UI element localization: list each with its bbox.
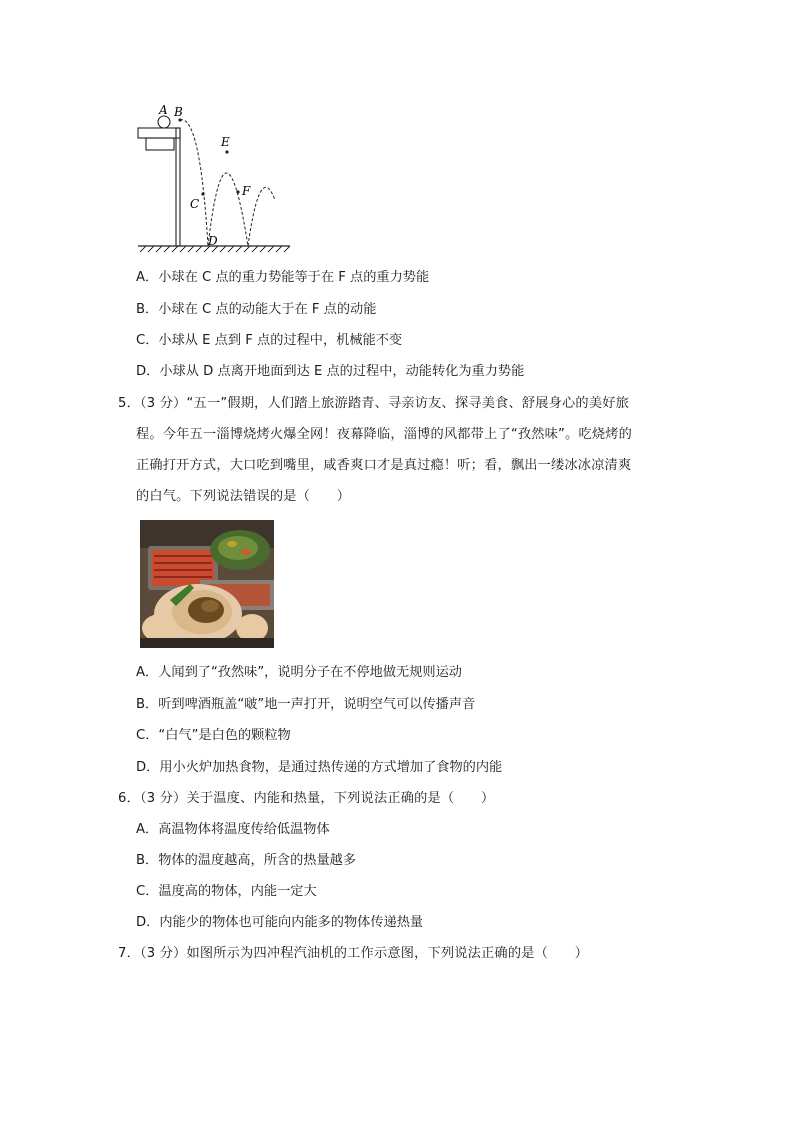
q4-option-c: C．小球从 E 点到 F 点的过程中，机械能不变 [136, 333, 403, 348]
ball [158, 116, 170, 128]
stand-bracket [146, 138, 174, 150]
point-e [225, 150, 228, 153]
q5-option-c: C．“白气”是白色的颗粒物 [136, 728, 291, 743]
barbecue-photo-graphic [140, 520, 274, 648]
q4-option-b: B．小球在 C 点的动能大于在 F 点的动能 [136, 302, 377, 317]
point-f [236, 190, 239, 193]
q5-stem-line-2: 程。今年五一淄博烧烤火爆全网！夜幕降临，淄博的风都带上了“孜然味”。吃烧烤的 [136, 427, 633, 442]
label-a: A [159, 103, 168, 117]
stand-pole [176, 128, 180, 246]
q4-option-a: A．小球在 C 点的重力势能等于在 F 点的重力势能 [136, 270, 430, 285]
ball-bounce-diagram [130, 100, 300, 258]
point-c [201, 192, 204, 195]
q6-option-b: B．物体的温度越高，所含的热量越多 [136, 853, 357, 868]
q6-option-c: C．温度高的物体，内能一定大 [136, 884, 317, 899]
barbecue-photo [140, 520, 274, 648]
trajectory-first-fall [180, 120, 208, 246]
q5-stem-line-1: 5．（3 分）“五一”假期，人们踏上旅游踏青、寻亲访友、探寻美食、舒展身心的美好旅 [118, 396, 629, 411]
q5-stem-line-4: 的白气。下列说法错误的是（ ） [136, 489, 351, 504]
q7-stem: 7．（3 分）如图所示为四冲程汽油机的工作示意图，下列说法正确的是（ ） [118, 946, 589, 961]
label-f: F [242, 184, 251, 198]
q4-option-d: D．小球从 D 点离开地面到达 E 点的过程中，动能转化为重力势能 [136, 364, 525, 379]
q6-option-a: A．高温物体将温度传给低温物体 [136, 822, 330, 837]
label-c: C [190, 197, 200, 211]
q5-option-b: B．听到啤酒瓶盖“啵”地一声打开，说明空气可以传播声音 [136, 697, 476, 712]
q5-option-d: D．用小火炉加热食物，是通过热传递的方式增加了食物的内能 [136, 760, 503, 775]
ball-bounce-figure [130, 100, 300, 258]
q5-option-a: A．人闻到了“孜然味”，说明分子在不停地做无规则运动 [136, 665, 462, 680]
label-b: B [174, 105, 183, 119]
label-d: D [208, 234, 218, 248]
q5-stem-line-3: 正确打开方式，大口吃到嘴里，咸香爽口才是真过瘾！听；看，飘出一缕冰冰凉清爽 [136, 458, 632, 473]
stand-platform [138, 128, 180, 138]
trajectory-second-bounce [248, 187, 275, 246]
label-e: E [221, 135, 230, 149]
q6-option-d: D．内能少的物体也可能向内能多的物体传递热量 [136, 915, 424, 930]
q6-stem: 6．（3 分）关于温度、内能和热量，下列说法正确的是（ ） [118, 791, 495, 806]
